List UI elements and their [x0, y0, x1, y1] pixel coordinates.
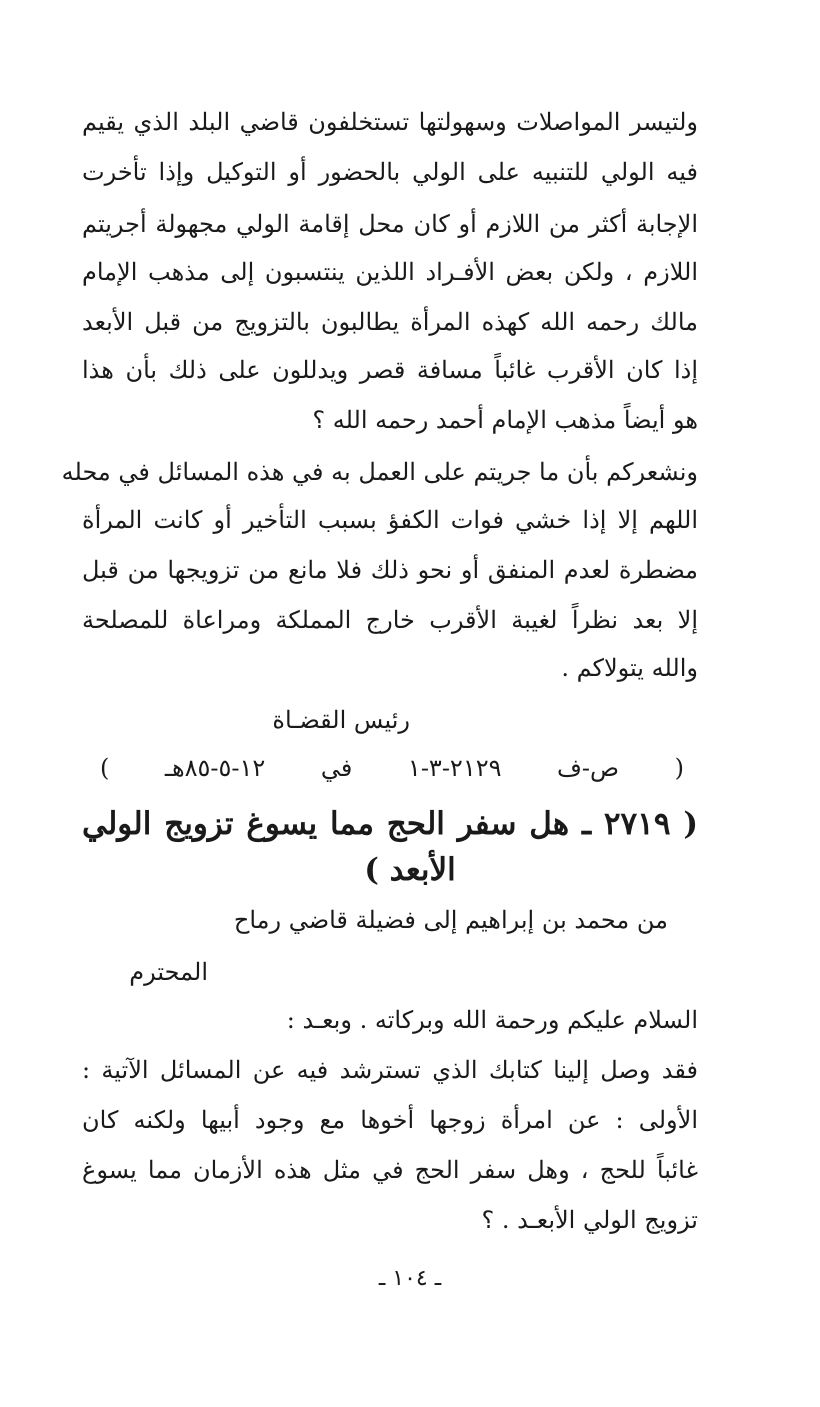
reference-line: ( ص-ف ٢١٢٩-٣-١ في ١٢-٥-٨٥هـ ): [100, 754, 684, 782]
text-line: هو أيضاً مذهب الإمام أحمد رحمه الله ؟: [312, 406, 698, 434]
text-line: تزويج الولي الأبعـد . ؟: [481, 1206, 698, 1234]
text-line: فقد وصل إلينا كتابك الذي تسترشد فيه عن المسائل الآتية :: [82, 1056, 698, 1084]
section-heading: ( ٢٧١٩ ـ هل سفر الحج مما يسوغ تزويج الولي: [82, 806, 698, 842]
text-line: الإجابة أكثر من اللازم أو كان محل إقامة الولي مجهولة أجريتم: [82, 210, 698, 238]
text-line: إلا بعد نظراً لغيبة الأقرب خارج المملكة ومراعاة للمصلحة: [82, 606, 698, 634]
text-line: ونشعركم بأن ما جريتم على العمل به في هذه المسائل في محله: [61, 458, 698, 486]
text-line: اللهم إلا إذا خشي فوات الكفؤ بسبب التأخير أو كانت المرأة: [82, 506, 698, 534]
text-line: ولتيسر المواصلات وسهولتها تستخلفون قاضي البلد الذي يقيم: [82, 108, 698, 136]
text-line: اللازم ، ولكن بعض الأفـراد اللذين ينتسبون إلى مذهب الإمام: [82, 258, 698, 286]
signature: رئيس القضـاة: [272, 706, 410, 734]
text-line: مالك رحمه الله كهذه المرأة يطالبون بالتزويج من قبل الأبعد: [82, 308, 698, 336]
section-heading-continued: الأبعد ): [364, 852, 456, 888]
text-line: الأولى : عن امرأة زوجها أخوها مع وجود أبيها ولكنه كان: [82, 1106, 698, 1134]
text-line: إذا كان الأقرب غائباً مسافة قصر ويدللون على ذلك بأن هذا: [82, 356, 698, 384]
page-number: ـ ١٠٤ ـ: [378, 1266, 442, 1291]
text-line: غائباً للحج ، وهل سفر الحج في مثل هذه الأزمان مما يسوغ: [82, 1156, 698, 1184]
letter-greeting: السلام عليكم ورحمة الله وبركاته . وبعـد :: [286, 1006, 698, 1034]
letter-honorific: المحترم: [129, 958, 208, 986]
letter-address: من محمد بن إبراهيم إلى فضيلة قاضي رماح: [233, 906, 668, 934]
text-line: مضطرة لعدم المنفق أو نحو ذلك فلا مانع من تزويجها من قبل: [82, 556, 698, 584]
text-line: والله يتولاكم .: [561, 654, 698, 682]
text-line: فيه الولي للتنبيه على الولي بالحضور أو التوكيل وإذا تأخرت: [82, 158, 698, 186]
